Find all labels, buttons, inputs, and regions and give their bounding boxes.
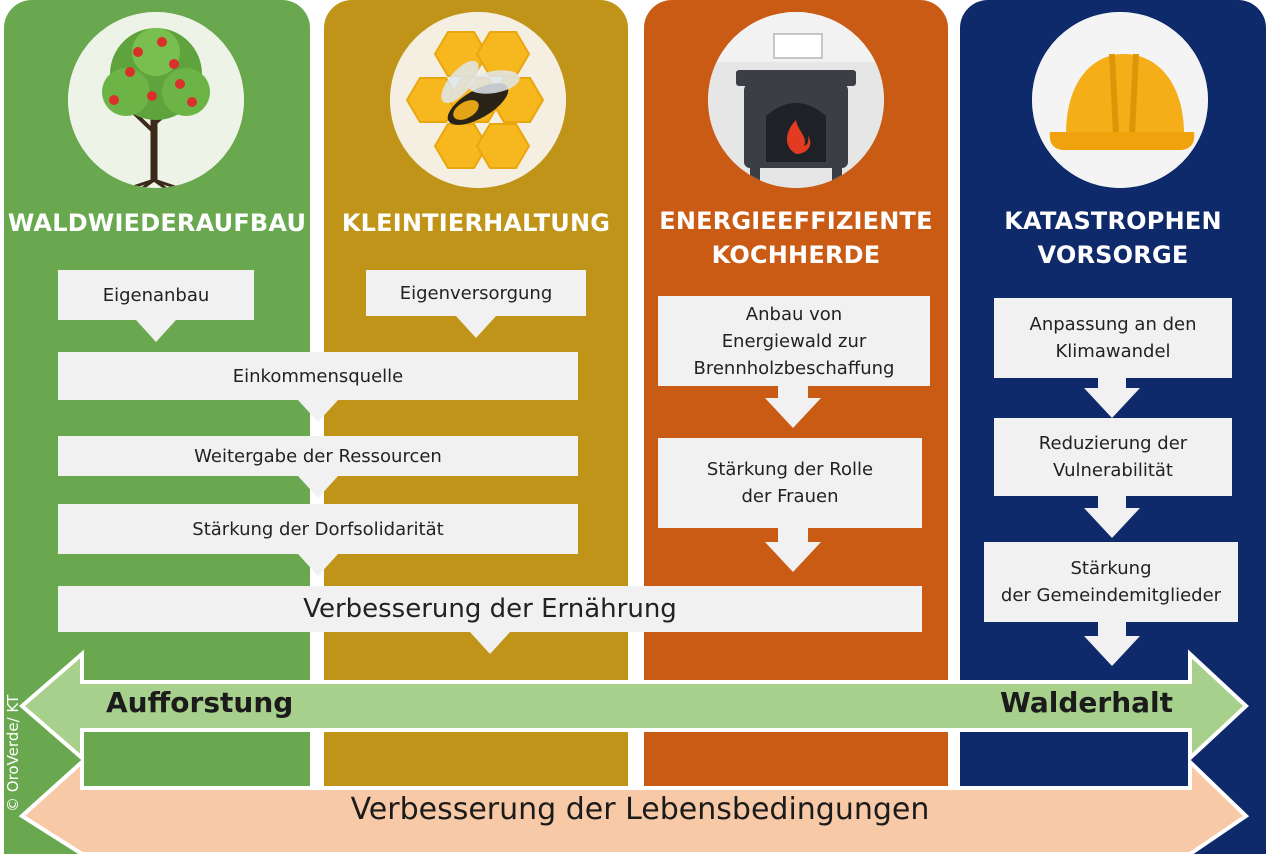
box-ernaehrung: Verbesserung der Ernährung: [58, 586, 922, 632]
stem-frauen: [778, 528, 808, 542]
energiewald-line3: Brennholzbeschaffung: [693, 357, 895, 379]
klimawandel-line2: Klimawandel: [1055, 341, 1171, 362]
title-kleintierhaltung: KLEINTIERHALTUNG: [341, 209, 611, 237]
title-kochherde-line2: KOCHHERDE: [711, 241, 881, 269]
gemeinde-line2: der Gemeindemitglieder: [1000, 585, 1222, 606]
title-kochherde: [644, 204, 948, 272]
arrow-weitergabe: [298, 476, 338, 498]
frauen-line1: Stärkung der Rolle: [706, 459, 874, 480]
box-weitergabe: Weitergabe der Ressourcen: [58, 436, 578, 476]
vulnerabilitaet-line2: Vulnerabilität: [1053, 460, 1173, 481]
stem-klimawandel: [1098, 378, 1126, 388]
title-vorsorge-line1: KATASTROPHEN: [1004, 207, 1222, 235]
vulnerabilitaet-line1: Reduzierung der: [1038, 433, 1188, 454]
label-lebensbedingungen: Verbesserung der Lebensbedingungen: [350, 792, 930, 827]
energiewald-line1: Anbau von: [745, 303, 843, 325]
arrow-frauen: [765, 542, 821, 572]
gemeinde-line1: Stärkung: [1070, 558, 1152, 579]
box-dorfsolidaritaet: Stärkung der Dorfsolidarität: [58, 504, 578, 554]
box-energiewald: [658, 296, 930, 386]
title-kochherde-line1: ENERGIEEFFIZIENTE: [659, 207, 933, 235]
box-eigenversorgung: Eigenversorgung: [366, 270, 586, 316]
arrow-eigenanbau: [136, 320, 176, 342]
tree-icon: [68, 12, 244, 188]
frauen-line2: der Frauen: [741, 486, 839, 507]
label-aufforstung: Aufforstung: [106, 686, 294, 719]
stove-icon: [708, 12, 884, 188]
klimawandel-line1: Anpassung an den: [1029, 314, 1197, 335]
title-vorsorge-line2: VORSORGE: [1037, 241, 1189, 269]
box-gemeinde: [984, 542, 1238, 622]
bee-honeycomb-icon: [390, 12, 566, 188]
stem-gemeinde: [1098, 622, 1126, 636]
box-klimawandel: [994, 298, 1232, 378]
box-frauen: [658, 438, 922, 528]
box-vulnerabilitaet: [994, 418, 1232, 496]
title-katastrophenvorsorge: [960, 204, 1266, 272]
label-walderhalt: Walderhalt: [1000, 686, 1174, 719]
hard-hat-icon: [1032, 12, 1208, 188]
copyright-text: © OroVerde/ KT: [4, 694, 22, 812]
arrow-klimawandel: [1084, 388, 1140, 418]
arrow-vulnerabilitaet: [1084, 508, 1140, 538]
title-waldwiederaufbau: WALDWIEDERAUFBAU: [7, 209, 307, 237]
stem-energiewald: [778, 386, 808, 398]
arrow-dorfsolidaritaet: [298, 554, 338, 576]
box-einkommensquelle: Einkommensquelle: [58, 352, 578, 400]
arrow-einkommensquelle: [298, 400, 338, 422]
arrow-eigenversorgung: [456, 316, 496, 338]
arrow-energiewald: [765, 398, 821, 428]
energiewald-line2: Energiewald zur: [721, 330, 867, 352]
stem-vulnerabilitaet: [1098, 496, 1126, 508]
box-eigenanbau: Eigenanbau: [58, 270, 254, 320]
